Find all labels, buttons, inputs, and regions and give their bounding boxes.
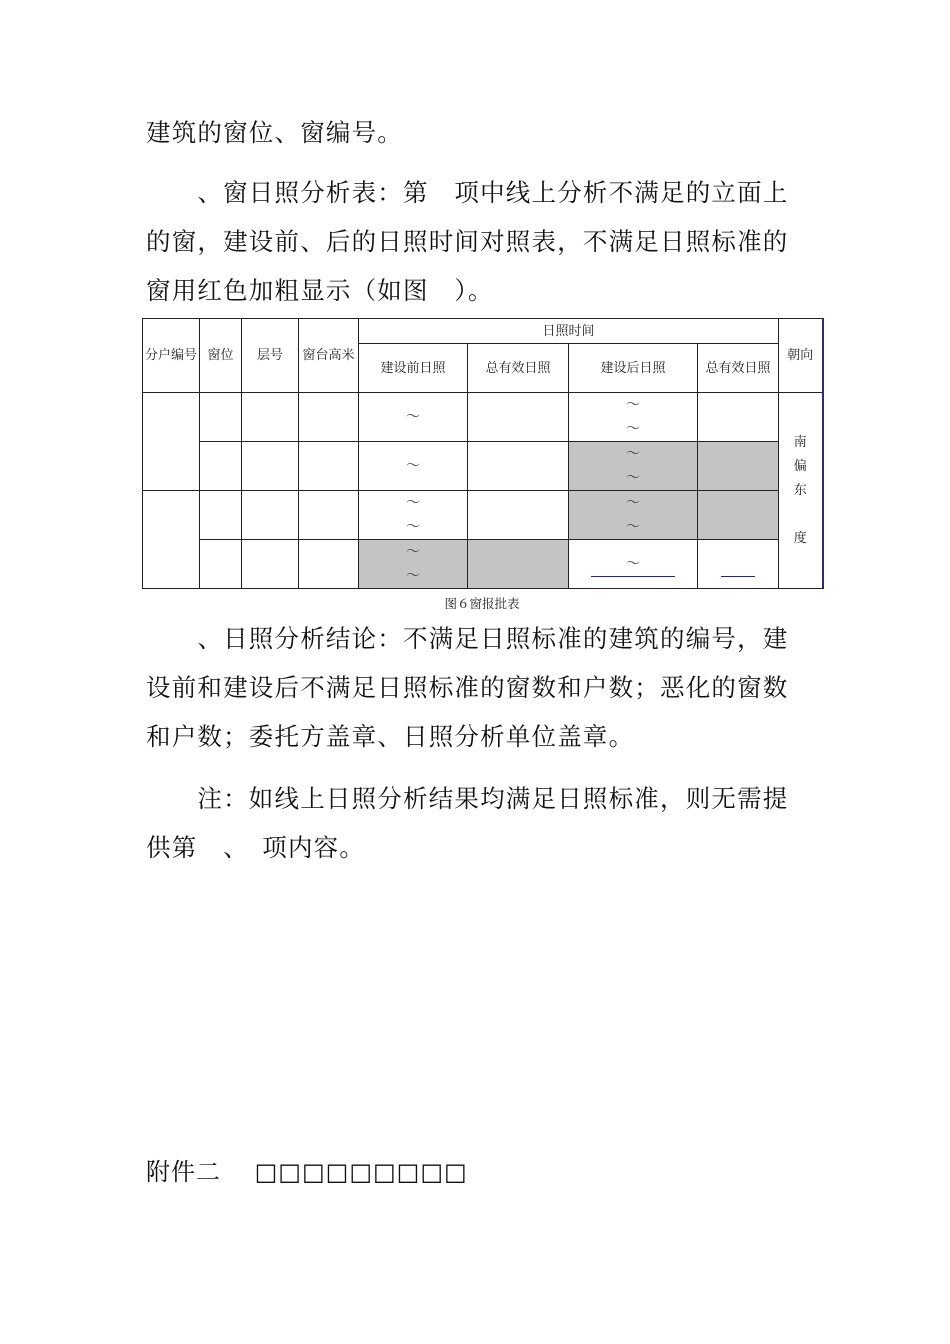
tilde-mark: ～	[406, 519, 420, 535]
link-underline	[721, 576, 755, 577]
cell-before	[359, 442, 468, 491]
header-floor: 层号	[242, 319, 299, 393]
cell-floor	[242, 540, 299, 589]
table-row	[143, 540, 823, 589]
table-caption: 图６窗报批表	[444, 596, 520, 611]
header-before: 建设前日照	[359, 344, 468, 393]
table-row	[143, 491, 823, 540]
cell-total-effective-2	[698, 442, 779, 491]
paragraph-window-numbering: 建筑的窗位、窗编号。	[146, 118, 403, 147]
tilde-mark: ～	[626, 555, 640, 572]
cell-window-pos	[200, 540, 242, 589]
tilde-mark: ～	[406, 544, 420, 560]
cell-floor	[242, 442, 299, 491]
orientation-char: 东	[793, 482, 807, 498]
header-sunlight-time: 日照时间	[359, 319, 779, 344]
cell-total-effective-1	[468, 393, 569, 442]
tilde-mark: ～	[626, 397, 640, 413]
header-after: 建设后日照	[569, 344, 698, 393]
header-total-effective-1: 总有效日照	[468, 344, 569, 393]
cell-after	[569, 442, 698, 491]
orientation-char: 度	[793, 530, 807, 546]
tilde-mark: ～	[626, 470, 640, 486]
paragraph-note: 注：如线上日照分析结果均满足日照标准，则无需提供第 、 项内容。	[146, 784, 789, 862]
link-underline	[591, 576, 675, 577]
orientation-char: 南	[793, 434, 807, 450]
cell-floor	[242, 491, 299, 540]
header-total-effective-2: 总有效日照	[698, 344, 779, 393]
window-sunlight-table	[142, 318, 824, 589]
cell-floor	[242, 393, 299, 442]
cell-total-effective-1	[468, 442, 569, 491]
tilde-mark: ～	[626, 519, 640, 535]
tilde-mark: ～	[406, 409, 420, 425]
paragraph-window-analysis-table: 、窗日照分析表：第 项中线上分析不满足的立面上的窗，建设前、后的日照时间对照表，不满足日照标准的窗用红色加粗显示（如图 ）。	[146, 178, 789, 305]
paragraph-conclusion: 、日照分析结论：不满足日照标准的建筑的编号，建设前和建设后不满足日照标准的窗数和户数；恶化的窗数和户数；委托方盖章、日照分析单位盖章。	[146, 624, 789, 751]
cell-after	[569, 393, 698, 442]
cell-after	[569, 540, 698, 589]
tilde-mark: ～	[626, 446, 640, 462]
orientation-char: 偏	[793, 458, 807, 474]
cell-unit-no	[143, 393, 200, 491]
cell-unit-no	[143, 491, 200, 589]
cell-total-effective-2	[698, 393, 779, 442]
cell-window-pos	[200, 442, 242, 491]
cell-window-pos	[200, 393, 242, 442]
cell-after	[569, 491, 698, 540]
cell-sill-height	[299, 442, 359, 491]
table-row	[143, 442, 823, 491]
header-window-pos: 窗位	[200, 319, 242, 393]
header-orientation: 朝向	[779, 319, 823, 393]
tilde-mark: ～	[626, 421, 640, 437]
tilde-mark: ～	[406, 458, 420, 474]
cell-before	[359, 540, 468, 589]
cell-before	[359, 393, 468, 442]
orientation-char	[779, 503, 822, 527]
cell-sill-height	[299, 540, 359, 589]
tilde-mark: ～	[406, 568, 420, 584]
cell-orientation	[779, 393, 823, 589]
cell-sill-height	[299, 393, 359, 442]
tilde-mark: ～	[406, 495, 420, 511]
cell-total-effective-2	[698, 491, 779, 540]
header-unit-no: 分户编号	[143, 319, 200, 393]
cell-total-effective-1	[468, 491, 569, 540]
cell-sill-height	[299, 491, 359, 540]
tilde-mark: ～	[626, 495, 640, 511]
cell-total-effective-2	[698, 540, 779, 589]
cell-before	[359, 491, 468, 540]
attachment-heading: 附件二 □□□□□□□□□	[146, 1158, 468, 1186]
cell-total-effective-1	[468, 540, 569, 589]
header-sill-height: 窗台高米	[299, 319, 359, 393]
table-row	[143, 393, 823, 442]
cell-window-pos	[200, 491, 242, 540]
